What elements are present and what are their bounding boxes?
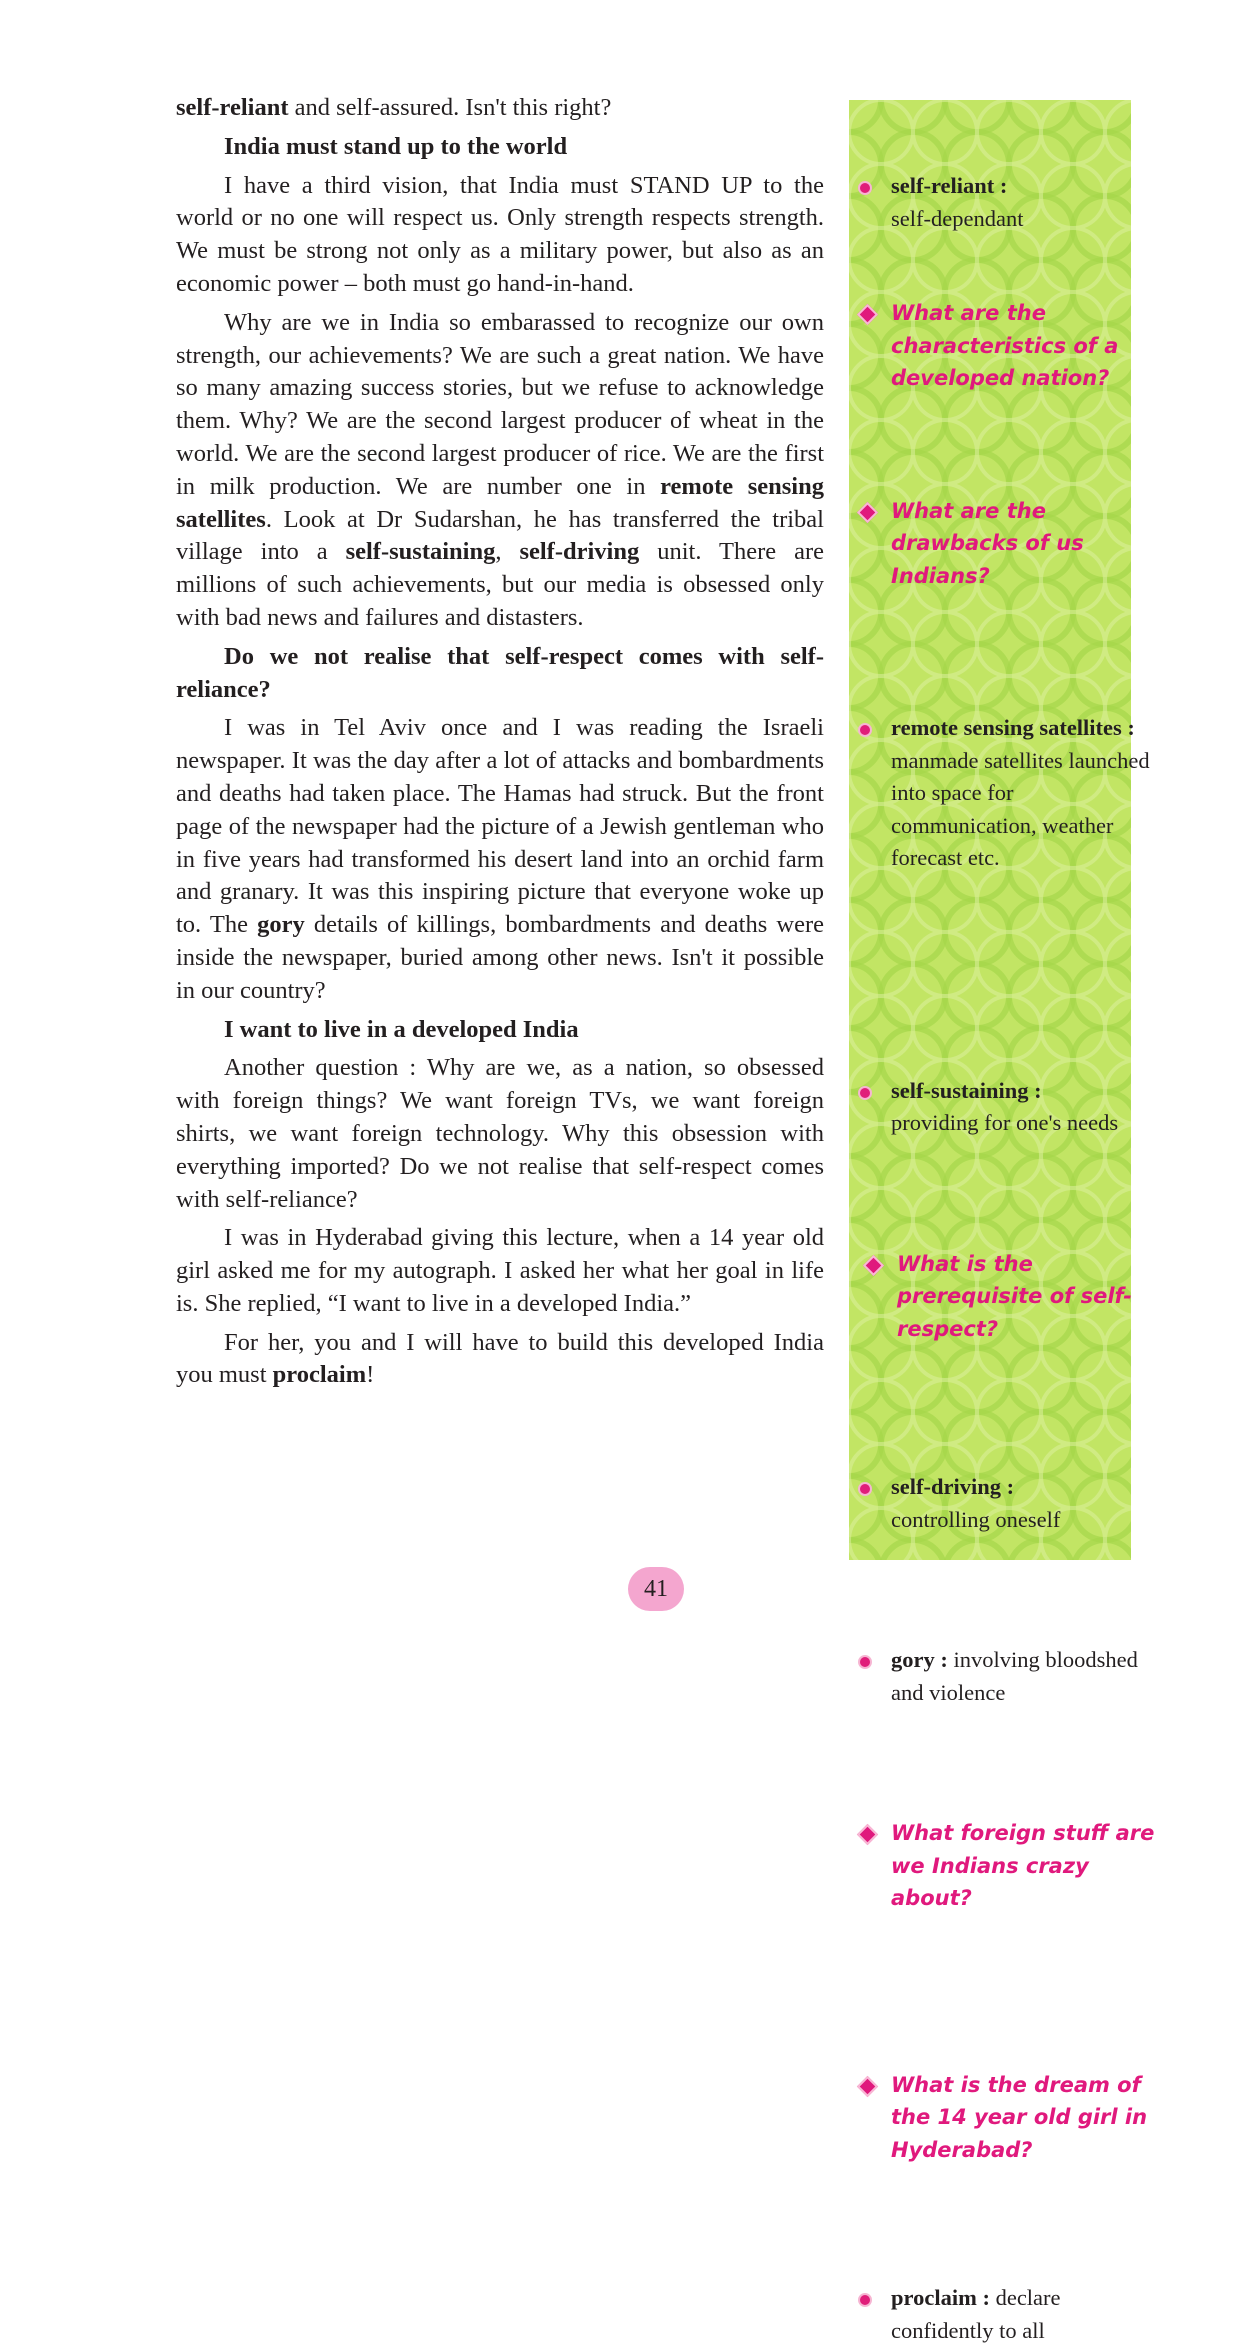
paragraph-text: For her, you and I will have to build this developed India you must <box>176 1328 824 1389</box>
glossary-definition: involving bloodshed and violence <box>891 1647 1138 1705</box>
bold-term: self-driving <box>519 538 640 566</box>
glossary-term: proclaim : <box>891 2285 990 2310</box>
section-heading: Do we not realise that self-respect comes with self-reliance? <box>176 642 824 703</box>
paragraph-5: Another question : Why are we, as a nation, so obsessed with foreign things? We want foreign TVs, we want foreign shirts, we want foreign technology. Why this obsession with everything imported? Do we not realise that self-respect comes with self-reliance? <box>176 1054 824 1213</box>
diamond-bullet-icon <box>863 1254 884 1275</box>
bullet-circle-icon <box>858 2293 872 2307</box>
section-heading: India must stand up to the world <box>224 132 568 160</box>
question-text: What foreign stuff are we Indians crazy about? <box>891 1821 1155 1910</box>
paragraph-text: details of killings, bombardments and deaths were inside the newspaper, buried among other news. Isn't it possible in our country? <box>176 911 824 1004</box>
paragraph-2: I have a third vision, that India must STAND UP to the world or no one will respect us. Only strength respects strength. We must be strong not only as a military power, but also as an economic power – both must go hand-in-hand. <box>176 171 824 297</box>
glossary-sidebar <box>849 100 1155 2343</box>
page-number-badge: 41 <box>628 1567 684 1611</box>
glossary-term: remote sensing satellites : <box>891 715 1135 740</box>
glossary-term: self-reliant : <box>891 173 1008 198</box>
paragraph-text: I was in Tel Aviv once and I was reading the Israeli newspaper. It was the day after a lot of attacks and bombardments and deaths had taken place. The Hamas had struck. But the front page of the newspaper had the picture of a Jewish gentleman who in five years had transformed his desert land into an orchid farm and granary. It was this inspiring picture that everyone woke up to. The <box>176 714 824 939</box>
glossary-term: self-driving : <box>891 1474 1015 1499</box>
glossary-definition: self-dependant <box>891 205 1024 231</box>
question-foreign-stuff <box>855 1817 1163 1915</box>
main-text-column <box>176 92 824 1398</box>
paragraph-text: Why are we in India so embarassed to recognize our own strength, our achievements? We are such a great nation. We have so many amazing success stories, but we refuse to acknowledge them. Why? We are the second largest producer of wheat in the world. We are the second largest producer of rice. We are the first in milk production. We are number one in <box>176 308 824 500</box>
paragraph-text: unit. There are millions of such achievements, but our media is obsessed only with bad news and failures and distasters. <box>176 538 825 631</box>
glossary-definition: controlling oneself <box>891 1506 1061 1532</box>
diamond-bullet-icon <box>857 304 878 325</box>
glossary-term: gory : <box>891 1647 948 1672</box>
bullet-circle-icon <box>858 1086 872 1100</box>
question-developed-nation <box>855 297 1163 395</box>
glossary-self-reliant <box>855 170 1163 235</box>
paragraph-text: , <box>495 538 520 566</box>
bullet-circle-icon <box>858 723 872 737</box>
question-drawbacks <box>855 495 1163 593</box>
glossary-remote-sensing <box>855 712 1163 875</box>
bullet-circle-icon <box>858 1655 872 1669</box>
paragraph-3 <box>176 307 824 635</box>
glossary-definition: declare confidently to all <box>891 2285 1061 2343</box>
question-dream-of-girl <box>855 2069 1163 2167</box>
glossary-self-driving <box>855 1471 1163 1536</box>
bold-term: self-reliant <box>176 94 289 121</box>
bold-term: remote sensing satellites <box>176 472 824 533</box>
paragraph-6: I was in Hyderabad giving this lecture, when a 14 year old girl asked me for my autograph. I asked her what her goal in life is. She replied, “I want to live in a developed India.” <box>176 1224 824 1317</box>
question-text: What are the drawbacks of us Indians? <box>891 498 1084 588</box>
glossary-gory <box>855 1644 1163 1709</box>
question-prerequisite <box>861 1248 1169 1346</box>
paragraph-text: ! <box>366 1361 375 1389</box>
paragraph-1 <box>176 92 824 125</box>
diamond-bullet-icon <box>857 501 878 522</box>
bold-term: self-sustaining <box>345 538 496 566</box>
glossary-self-sustaining <box>855 1075 1163 1140</box>
bold-term: gory <box>257 911 305 939</box>
paragraph-text: . Look at Dr Sudarshan, he has transferred the tribal village into a <box>176 505 824 566</box>
glossary-proclaim <box>855 2282 1163 2347</box>
question-text: What are the characteristics of a developed nation? <box>891 301 1119 390</box>
question-text: What is the prerequisite of self-respect? <box>897 1251 1132 1341</box>
glossary-definition: manmade satellites launched into space for communication, weather forecast etc. <box>891 747 1150 870</box>
paragraph-7 <box>176 1327 824 1393</box>
section-heading: I want to live in a developed India <box>224 1015 579 1043</box>
glossary-definition: providing for one's needs <box>891 1110 1119 1135</box>
bullet-circle-icon <box>858 181 872 195</box>
paragraph-4 <box>176 712 824 1007</box>
bold-term: proclaim <box>272 1361 367 1389</box>
diamond-bullet-icon <box>857 1824 878 1845</box>
glossary-term: self-sustaining : <box>891 1077 1042 1103</box>
question-text: What is the dream of the 14 year old girl in Hyderabad? <box>891 2072 1148 2162</box>
bullet-circle-icon <box>858 1482 872 1496</box>
diamond-bullet-icon <box>857 2075 878 2096</box>
paragraph-text: and self-assured. Isn't this right? <box>288 94 612 121</box>
